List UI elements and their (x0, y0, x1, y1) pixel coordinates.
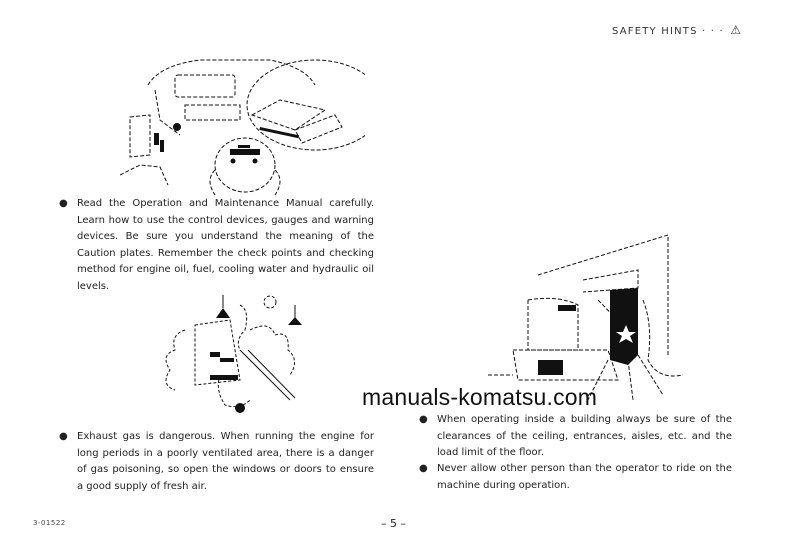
paragraph-text: When operating inside a building always be sure of the clearances of the ceiling, entrances, aisles, etc. and the load limit of the floor. (437, 414, 732, 458)
cab-operator-manual-illustration (120, 45, 365, 195)
bullet: ● (419, 414, 428, 425)
page-header (612, 23, 742, 37)
paragraph-read-manual (59, 196, 374, 295)
paragraph-no-riders (419, 461, 732, 494)
paragraph-text: Read the Operation and Maintenance Manual carefully. Learn how to use the control devices, gauges and warning devices. Be sure you understand the meaning of the Caution plates. Remember the check points and checking method for engine oil, fuel, cooling water and hydraulic oil levels. (77, 198, 374, 292)
bullet: ● (59, 431, 68, 442)
paragraph-exhaust-gas (59, 429, 374, 495)
section-title: SAFETY HINTS (612, 26, 698, 37)
bullet: ● (419, 463, 428, 474)
building-clearance-illustration (488, 230, 683, 405)
header-dots: · · · (702, 26, 724, 37)
document-code: 3-01522 (33, 519, 66, 527)
bullet: ● (59, 198, 68, 209)
paragraph-building-clearance (419, 412, 732, 462)
warning-triangle-icon: ⚠ (730, 23, 743, 37)
paragraph-text: Exhaust gas is dangerous. When running the engine for long periods in a poorly ventilated area, there is a danger of gas poisoning, so open the windows or doors to ensure a good supply of fresh air. (77, 431, 374, 492)
watermark: manuals-komatsu.com (362, 384, 598, 410)
exhaust-gas-illustration (140, 290, 330, 415)
page-number: – 5 – (381, 517, 406, 530)
paragraph-text: Never allow other person than the operator to ride on the machine during operation. (437, 463, 732, 491)
